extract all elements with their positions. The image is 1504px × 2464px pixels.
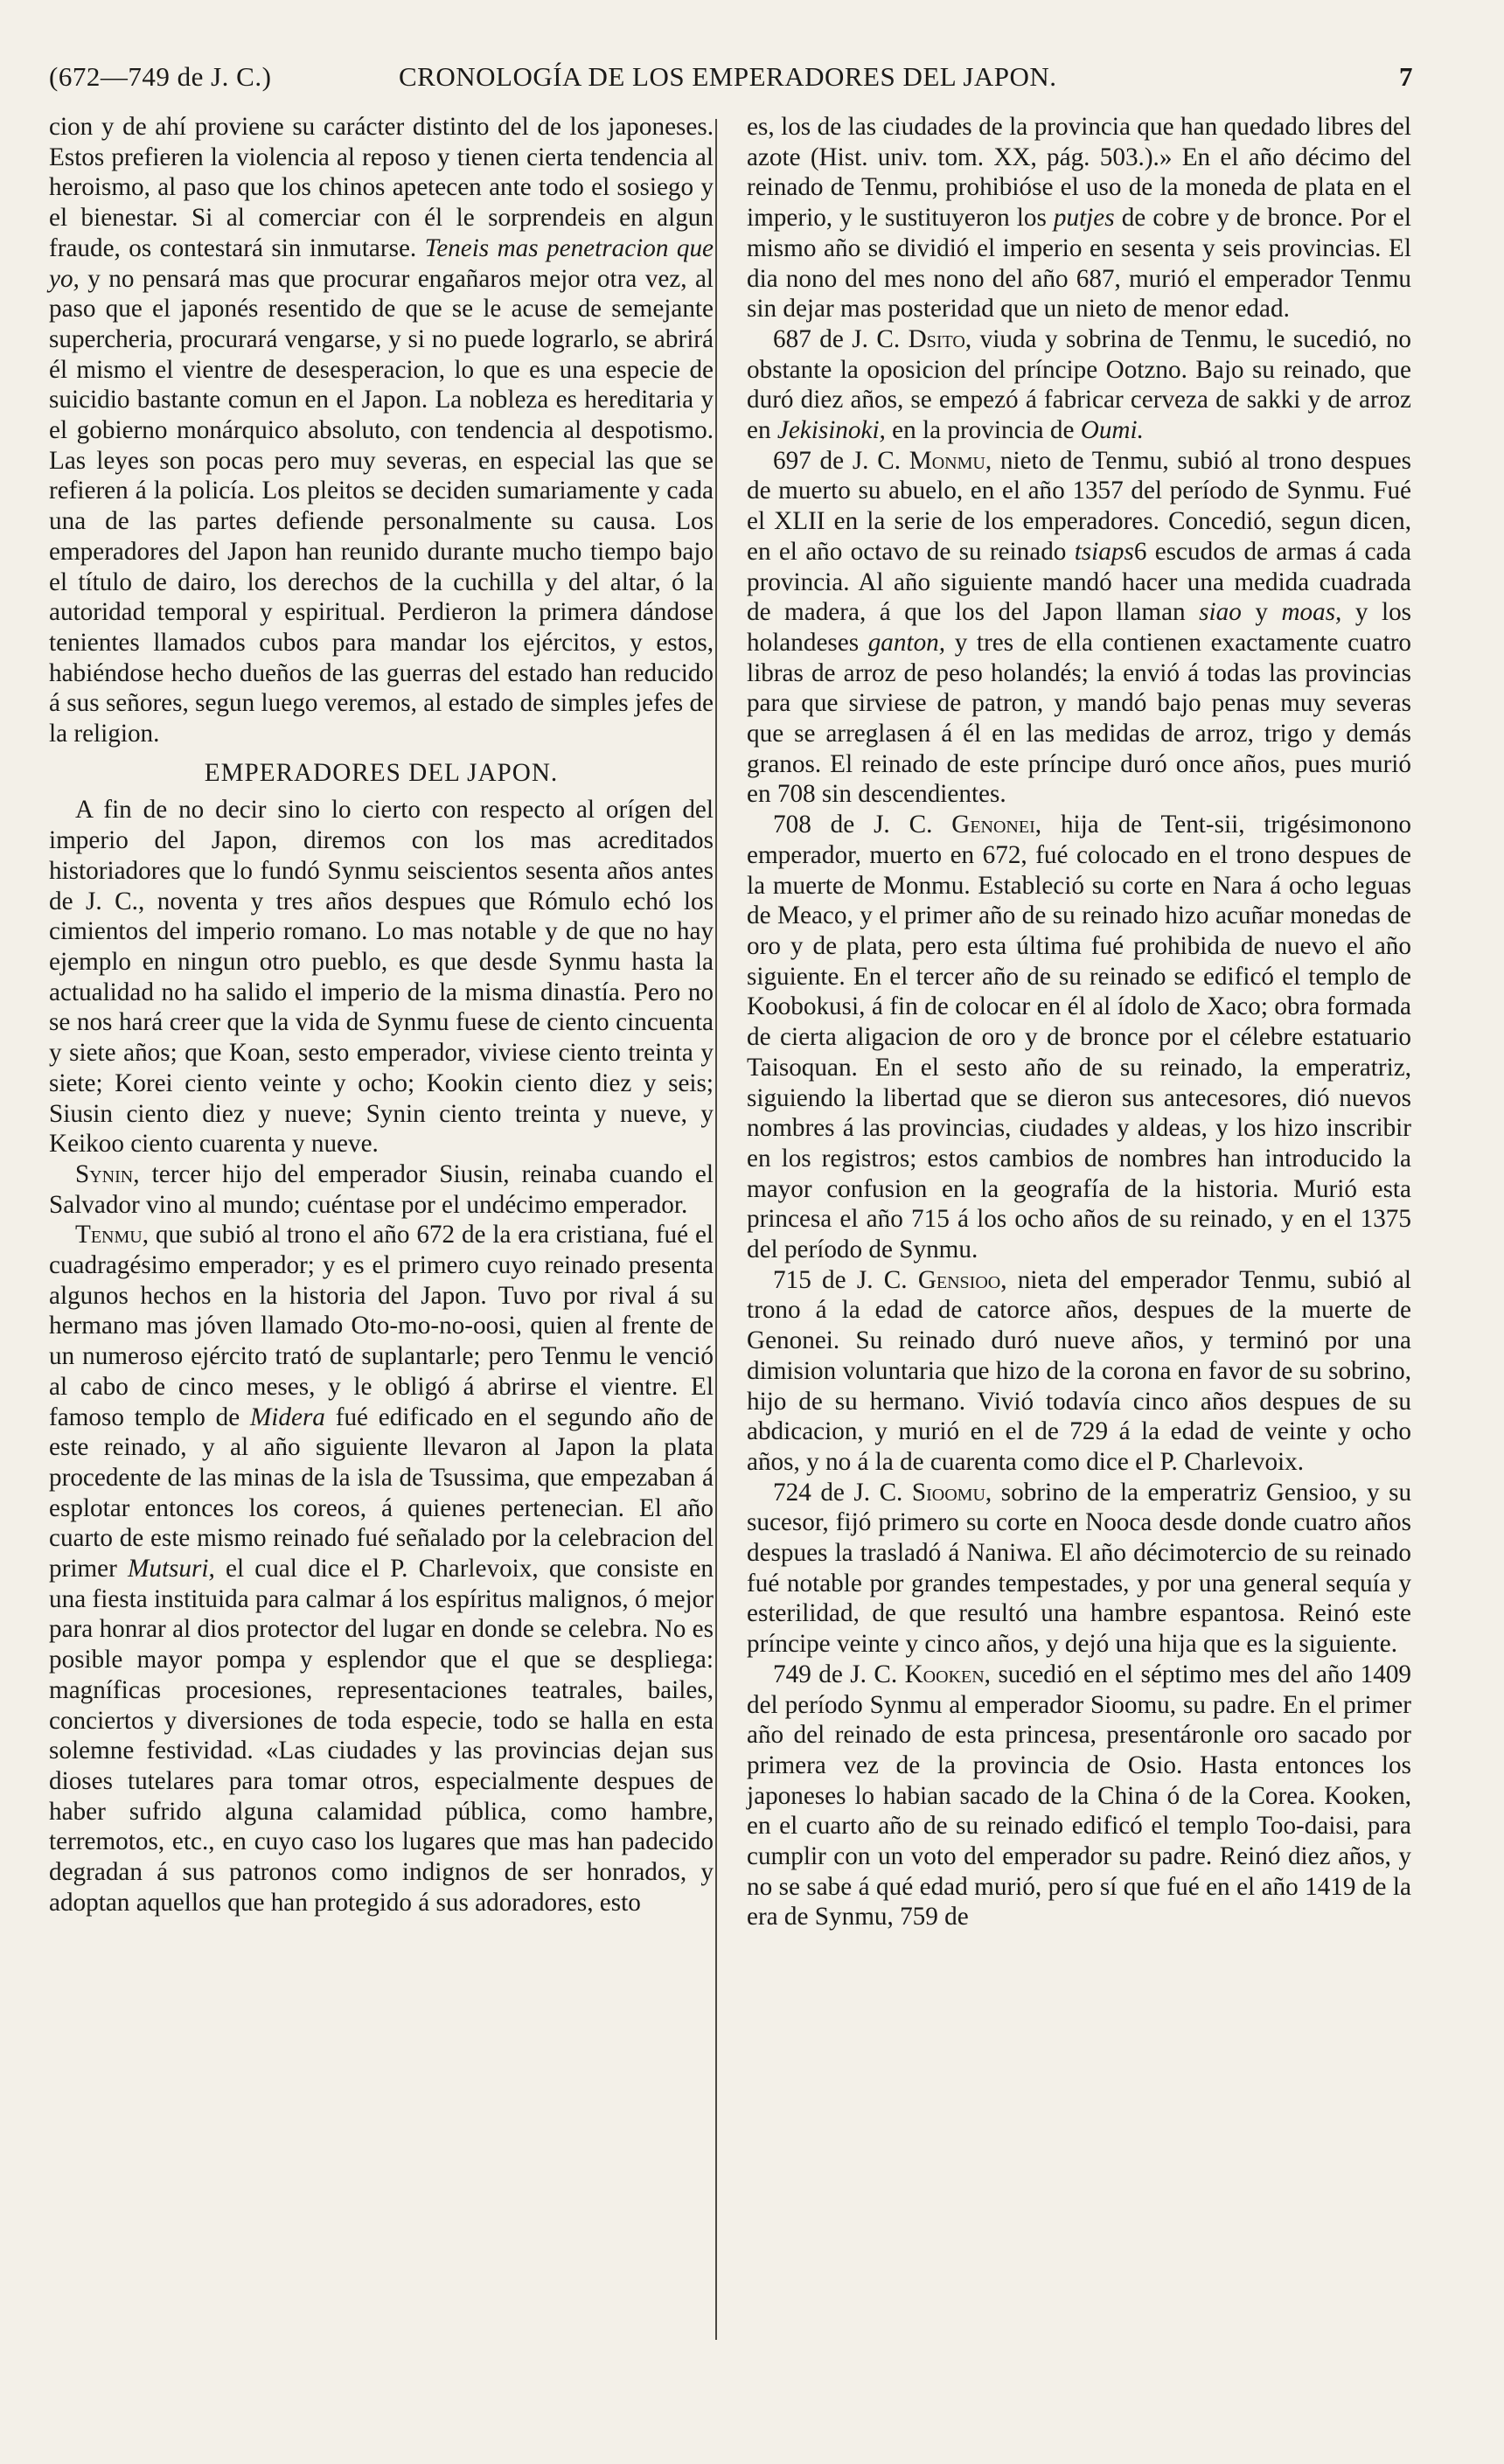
page-header (49, 61, 1413, 110)
paragraph: 715 de J. C. Gensioo, nieta del emperador Tenmu, subió al trono á la edad de catorce años, despues de la muerte de Genonei. Su reinado duró nueve años, y terminó por una dimision voluntaria que hizo de la corona en favor de su sobrino, hijo de su hermano. Vivió todavía cinco años despues de su abdicacion, y murió en el de 729 á la edad de veinte y ocho años, y no á la de cuarenta como dice el P. Charlevoix. (747, 1265, 1412, 1476)
paragraph: 697 de J. C. Monmu, nieto de Tenmu, subió al trono despues de muerto su abuelo, en el año 1357 del período de Synmu. Fué el XLII en la serie de los emperadores. Concedió, segun dicen, en el año octavo de su reinado tsiaps6 escudos de armas á cada provincia. Al año siguiente mandó hacer una medida cuadrada de madera, á que los del Japon llaman siao y moas, y los holandeses ganton, y tres de ella contienen exactamente cuatro libras de arroz de peso holandés; la envió á todas las provincias para que sirviese de patron, y mandó bajo penas muy severas que se arreglasen á él en las medidas de arroz, trigo y demás granos. El reinado de este príncipe duró once años, pues murió en 708 sin descendientes. (747, 446, 1412, 809)
paragraph: 724 de J. C. Sioomu, sobrino de la emperatriz Gensioo, y su sucesor, fijó primero su corte en Nooca desde donde cuatro años despues la trasladó á Naniwa. El año décimotercio de su reinado fué notable por grandes tempestades, y por una general sequía y esterilidad, de que resultó una hambre espantosa. Reinó este príncipe veinte y cinco años, y dejó una hija que es la siguiente. (747, 1478, 1412, 1659)
header-title: CRONOLOGÍA DE LOS EMPERADORES DEL JAPON. (399, 61, 1057, 92)
paragraph: cion y de ahí proviene su carácter distinto del de los japoneses. Estos prefieren la violencia al reposo y tienen cierta tendencia al heroismo, al paso que los chinos apetecen ante todo el sosiego y el bienestar. Si al comerciar con él le sorprendeis en algun fraude, os contestará sin inmutarse. Teneis mas penetracion que yo, y no pensará mas que procurar engañaros mejor otra vez, al paso que el japonés resentido de que se le acuse de semejante supercheria, procurará vengarse, y si no puede lograrlo, se abrirá él mismo el vientre de desesperacion, lo que es una especie de suicidio bastante comun en el Japon. La nobleza es hereditaria y el gobierno monárquico absoluto, con tendencia al despotismo. Las leyes son pocas pero muy severas, en especial las que se refieren á la policía. Los pleitos se deciden sumariamente y cada una de las partes defiende personalmente su causa. Los emperadores del Japon han reunido durante mucho tiempo bajo el título de dairo, los derechos de la cuchilla y del altar, ó la autoridad temporal y espiritual. Perdieron la primera dándose tenientes llamados cubos para mandar los ejércitos, y estos, habiéndose hecho dueños de las guerras del estado han reducido á sus señores, segun luego veremos, al estado de simples jefes de la religion. (49, 113, 714, 748)
section-title: EMPERADORES DEL JAPON. (204, 758, 559, 787)
header-date-range: (672—749 de J. C.) (49, 61, 272, 92)
paragraph: A fin de no decir sino lo cierto con respecto al orígen del imperio del Japon, diremos con los mas acreditados historiadores que lo fundó Synmu seiscientos sesenta años antes de J. C., noventa y tres años despues que Rómulo echó los cimientos del imperio romano. Lo mas notable y de que no hay ejemplo en ningun otro pueblo, es que desde Synmu hasta la actualidad no ha salido el imperio de la misma dinastía. Pero no se nos hará creer que la vida de Synmu fuese de ciento cincuenta y siete años; que Koan, sesto emperador, viviese ciento treinta y siete; Korei ciento veinte y ocho; Kookin ciento diez y seis; Siusin ciento diez y nueve; Synin ciento treinta y nueve, y Keikoo ciento cuarenta y nueve. (49, 796, 714, 1159)
paragraph: Tenmu, que subió al trono el año 672 de la era cristiana, fué el cuadragésimo emperador; y es el primero cuyo reinado presenta algunos hechos en la historia del Japon. Tuvo por rival á su hermano mas jóven llamado Oto-mo-no-oosi, quien al frente de un numeroso ejército trató de suplantarle; pero Tenmu le venció al cabo de cinco meses, y le obligó á abrirse el vientre. El famoso templo de Midera fué edificado en el segundo año de este reinado, y al año siguiente llevaron al Japon la plata procedente de las minas de la isla de Tsussima, que empezaban á esplotar entonces los coreos, á quienes pertenecian. El año cuarto de este mismo reinado fué señalado por la celebracion del primer Mutsuri, el cual dice el P. Charlevoix, que consiste en una fiesta instituida para calmar á los espíritus malignos, ó mejor para honrar al dios protector del lugar en donde se celebra. No es posible mayor pompa y esplendor que el que se despliega: magníficas procesiones, representaciones teatrales, bailes, conciertos y diversiones de toda especie, todo se halla en esta solemne festividad. «Las ciudades y las provincias dejan sus dioses tutelares para tomar otros, especialmente despues de haber sufrido alguna calamidad pública, como hambre, terremotos, etc., en cuyo caso los lugares que mas han padecido degradan á sus patronos como indignos de ser honrados, y adoptan aquellos que han protegido á sus adoradores, esto (49, 1221, 714, 1917)
paragraph: Synin, tercer hijo del emperador Siusin, reinaba cuando el Salvador vino al mundo; cuéntase por el undécimo emperador. (49, 1159, 714, 1219)
left-column (49, 112, 714, 1918)
paragraph: es, los de las ciudades de la provincia que han quedado libres del azote (Hist. univ. tom. XX, pág. 503.).» En el año décimo del reinado de Tenmu, prohibióse el uso de la moneda de plata en el imperio, y le sustituyeron los putjes de cobre y de bronce. Por el mismo año se dividió el imperio en sesenta y seis provincias. El dia nono del mes nono del año 687, murió el emperador Tenmu sin dejar mas posteridad que un nieto de menor edad. (747, 113, 1411, 324)
paragraph: 687 de J. C. Dsito, viuda y sobrina de Tenmu, le sucedió, no obstante la oposicion del príncipe Ootzno. Bajo su reinado, que duró diez años, se empezó á fabricar cerveza de sakki y de arroz en Jekisinoki, en la provincia de Oumi. (747, 324, 1412, 445)
column-divider (715, 119, 717, 2340)
right-column (747, 112, 1411, 1932)
paragraph: 708 de J. C. Genonei, hija de Tent-sii, trigésimonono emperador, muerto en 672, fué colocado en el trono despues de la muerte de Monmu. Estableció su corte en Nara á ocho leguas de Meaco, y el primer año de su reinado hizo acuñar monedas de oro y de plata, pero esta última fué prohibida de nuevo el año siguiente. En el tercer año de su reinado se edificó el templo de Koobokusi, á fin de colocar en él al ídolo de Xaco; obra formada de cierta aligacion de oro y de bronce por el célebre estatuario Taisoquan. En el sesto año de su reinado, la emperatriz, siguiendo la libertad que se dieron sus antecesores, dió nuevos nombres á las provincias, ciudades y aldeas, y los hizo inscribir en los registros; estos cambios de nombres han introducido la mayor confusion en la geografía de la historia. Murió esta princesa el año 715 á los ocho años de su reinado, y en el 1375 del período de Synmu. (747, 811, 1412, 1264)
page-number: 7 (1399, 61, 1413, 92)
paragraph: 749 de J. C. Kooken, sucedió en el séptimo mes del año 1409 del período Synmu al emperador Sioomu, su padre. En el primer año del reinado de esta princesa, presentáronle oro sacado por primera vez de la provincia de Osio. Hasta entonces los japoneses lo habian sacado de la China ó de la Corea. Kooken, en el cuarto año de su reinado edificó el templo Too-daisi, para cumplir con un voto del emperador su padre. Reinó diez años, y no se sabe á qué edad murió, pero sí que fué en el año 1419 de la era de Synmu, 759 de (747, 1660, 1412, 1932)
